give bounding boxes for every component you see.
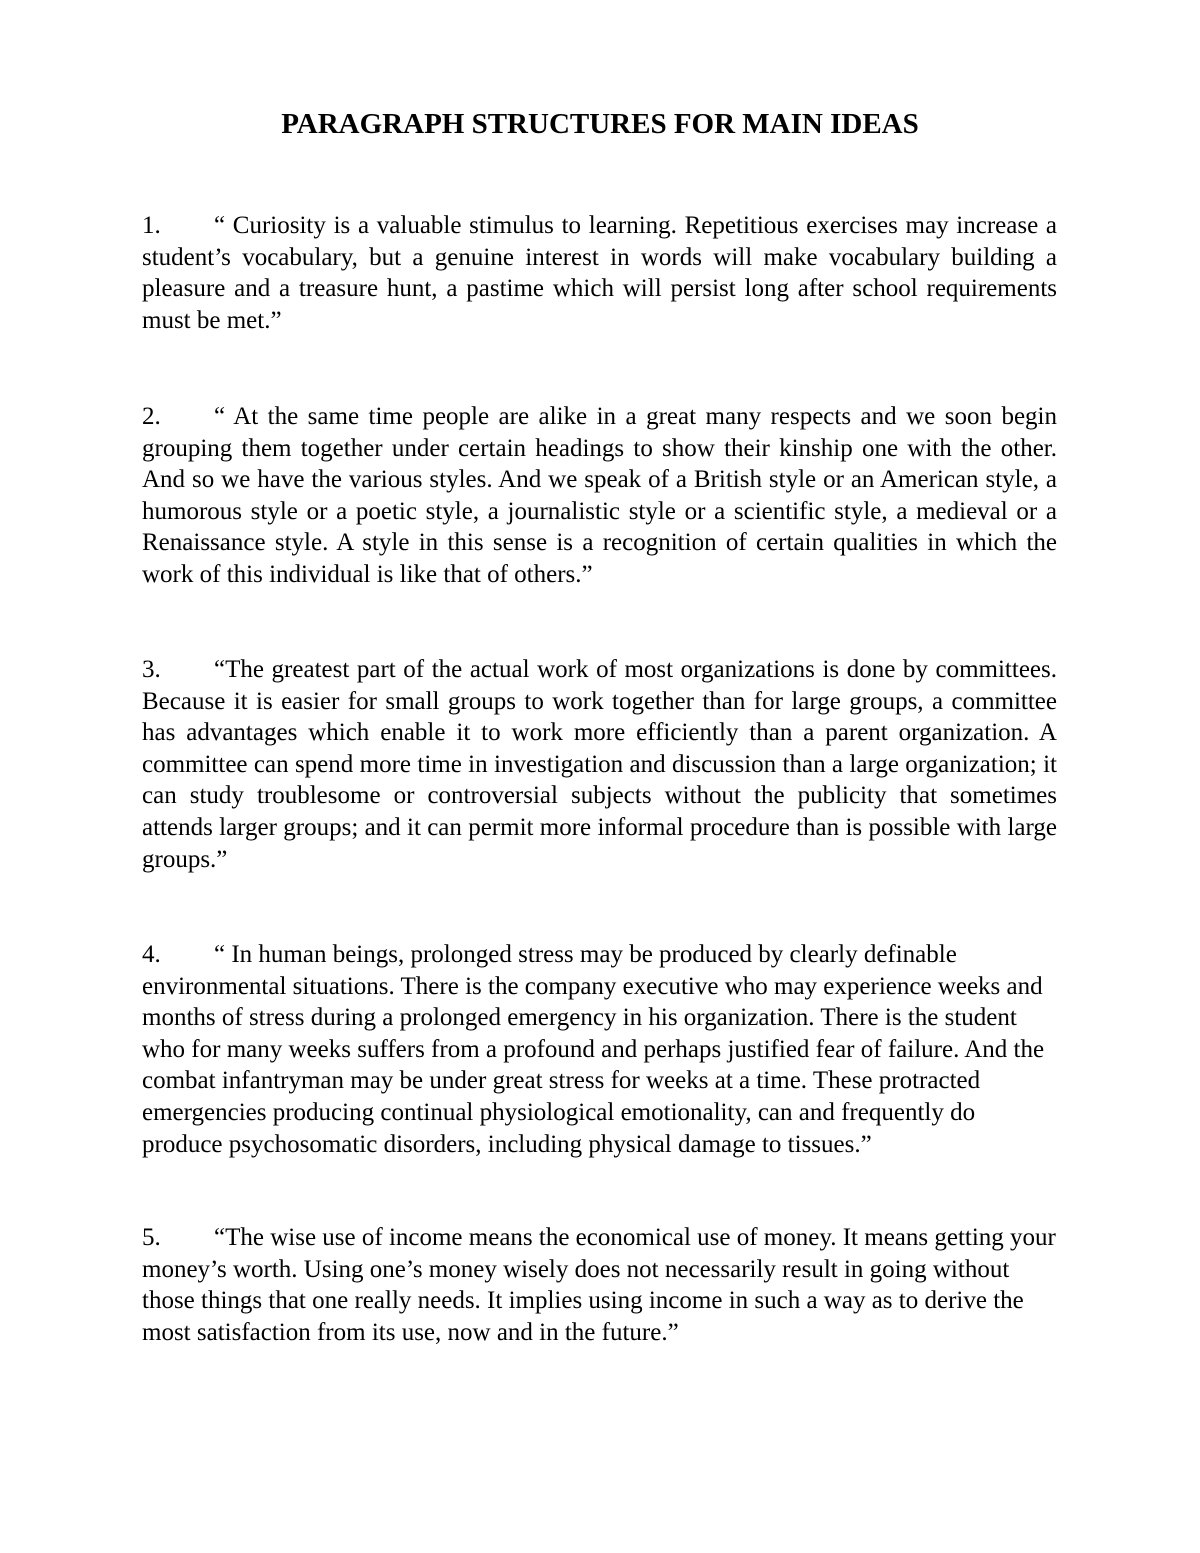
paragraph-number: 3. (142, 656, 161, 683)
paragraph-4 (142, 939, 1057, 1160)
paragraph-2 (142, 401, 1057, 591)
paragraph-text: “The greatest part of the actual work of most organizations is done by committees. Because it is easier for small groups to work together than for large groups, a committee has advantages which enable it to work more efficiently than a parent organization. A committee can spend more time in investigation and discussion than a large organization; it can study troublesome or controversial subjects without the publicity that sometimes attends larger groups; and it can permit more informal procedure than is possible with large groups.” (142, 656, 1057, 873)
paragraph-number: 4. (142, 941, 161, 968)
page-title: PARAGRAPH STRUCTURES FOR MAIN IDEAS (281, 108, 919, 140)
paragraph-5 (142, 1222, 1057, 1348)
paragraph-text: “ At the same time people are alike in a great many respects and we soon begin grouping them together under certain headings to show their kinship one with the other. And so we have the various styles. And we speak of a British style or an American style, a humorous style or a poetic style, a journalistic style or a scientific style, a medieval or a Renaissance style. A style in this sense is a recognition of certain qualities in which the work of this individual is like that of others.” (142, 403, 1057, 588)
paragraph-number: 5. (142, 1224, 161, 1251)
paragraph-text: “ In human beings, prolonged stress may be produced by clearly definable environmental situations. There is the company executive who may experience weeks and months of stress during a prolonged emergency in his organization. There is the student who for many weeks suffers from a profound and perhaps justified fear of failure. And the combat infantryman may be under great stress for weeks at a time. These protracted emergencies producing continual physiological emotionality, can and frequently do produce psychosomatic disorders, including physical damage to tissues.” (142, 941, 1045, 1158)
paragraph-3 (142, 654, 1057, 875)
paragraph-number: 1. (142, 212, 161, 239)
paragraph-text: “The wise use of income means the economical use of money. It means getting your money’s worth. Using one’s money wisely does not necessarily result in going without those things that one really needs. It implies using income in such a way as to derive the most satisfaction from its use, now and in the future.” (142, 1224, 1056, 1346)
paragraph-text: “ Curiosity is a valuable stimulus to learning. Repetitious exercises may increase a student’s vocabulary, but a genuine interest in words will make vocabulary building a pleasure and a treasure hunt, a pastime which will persist long after school requirements must be met.” (142, 212, 1057, 334)
paragraph-number: 2. (142, 403, 161, 430)
paragraph-1 (142, 210, 1057, 336)
